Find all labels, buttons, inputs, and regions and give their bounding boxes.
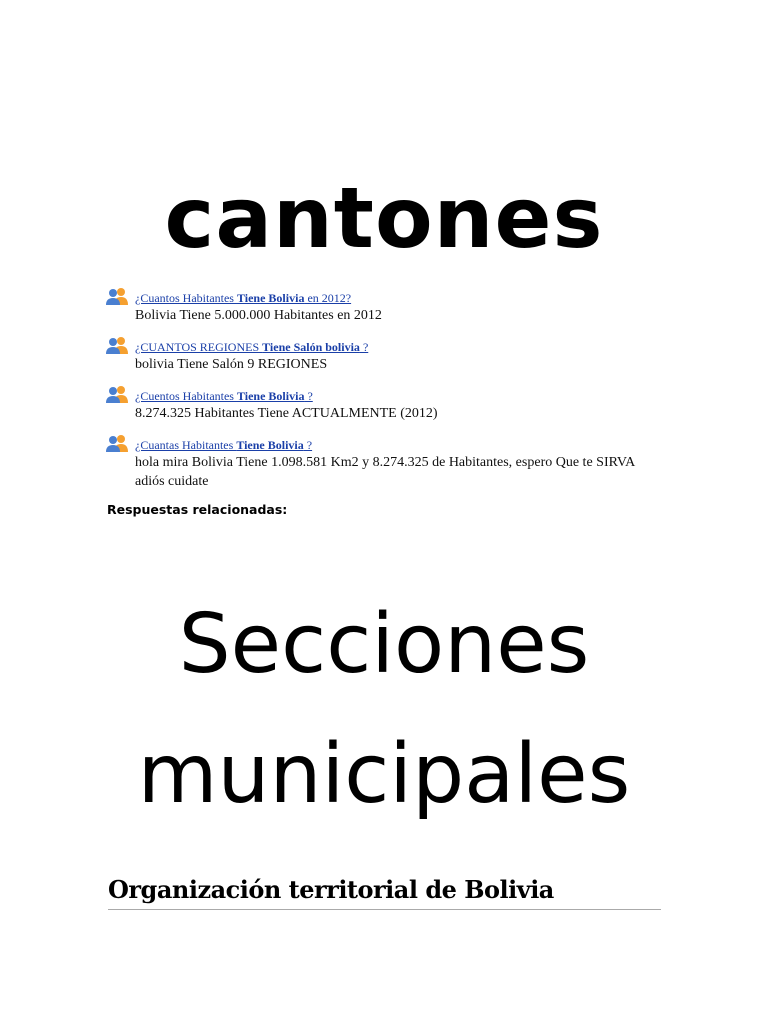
- qa-item: [106, 287, 646, 325]
- answer-text: 8.274.325 Habitantes Tiene ACTUALMENTE (2012): [135, 406, 438, 421]
- qa-list: [106, 287, 646, 502]
- question-link[interactable]: [135, 339, 368, 355]
- question-text: ¿Cuentos Habitantes: [135, 389, 237, 403]
- question-text: ¿Cuantas Habitantes: [135, 438, 237, 452]
- question-text: ?: [359, 340, 369, 354]
- secciones-line1: Secciones: [178, 597, 590, 692]
- question-text: ¿Cuantos Habitantes: [135, 291, 237, 305]
- answer-text: Bolivia Tiene 5.000.000 Habitantes en 2012: [135, 308, 382, 323]
- secciones-line2: municipales: [137, 727, 631, 822]
- answer-text: hola mira Bolivia Tiene 1.098.581 Km2 y 8.274.325 de Habitantes, espero Que te SIRVA adiós cuidate: [135, 455, 635, 489]
- question-keyword: Tiene Bolivia: [236, 291, 305, 305]
- question-link[interactable]: [135, 437, 312, 453]
- question-keyword: Tiene Salón bolivia: [262, 340, 360, 354]
- qa-item: [106, 336, 646, 374]
- question-text: ?: [304, 389, 313, 403]
- question-link[interactable]: [135, 290, 351, 306]
- section-heading: Organización territorial de Bolivia: [108, 874, 661, 910]
- answer-text: bolivia Tiene Salón 9 REGIONES: [135, 357, 328, 372]
- question-text: ?: [303, 438, 313, 452]
- question-keyword: Tiene Bolivia: [236, 389, 305, 403]
- related-answers-label: Respuestas relacionadas:: [107, 502, 288, 517]
- question-link[interactable]: [135, 388, 313, 404]
- users-icon: [106, 434, 128, 452]
- users-icon: [106, 385, 128, 403]
- question-keyword: Tiene Bolivia: [236, 438, 304, 452]
- qa-item: [106, 385, 646, 423]
- users-icon: [106, 336, 128, 354]
- secciones-heading: [0, 580, 768, 840]
- qa-item: [106, 434, 646, 491]
- page-title: cantones: [164, 169, 604, 267]
- users-icon: [106, 287, 128, 305]
- question-text: ¿CUANTOS REGIONES: [135, 340, 263, 354]
- question-text: en 2012?: [304, 291, 352, 305]
